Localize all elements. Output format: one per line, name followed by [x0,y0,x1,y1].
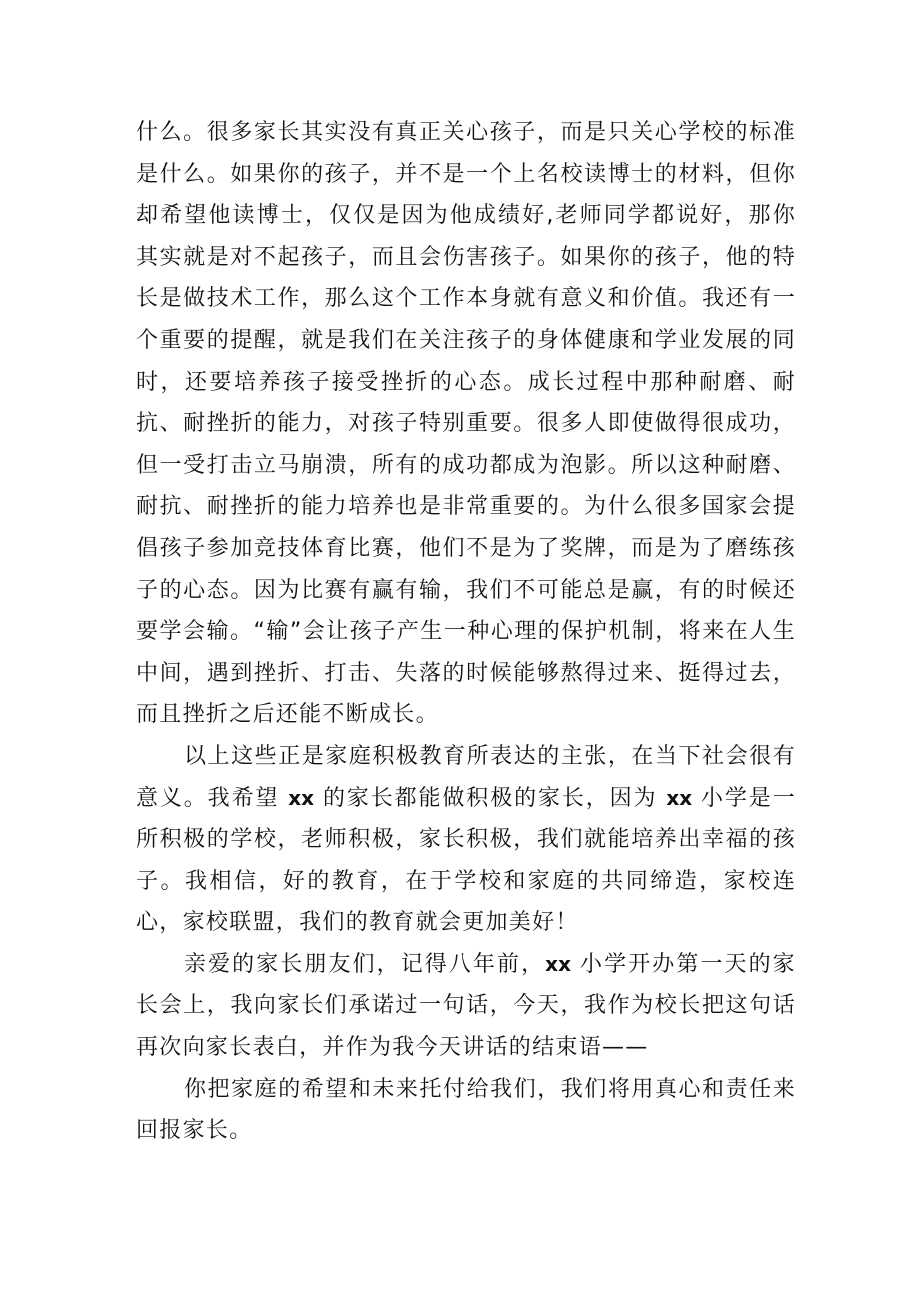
paragraph-text: 亲爱的家长朋友们，记得八年前， [184,951,546,977]
paragraph-text: 小学是一所积极的学校，老师积极，家长积极，我们就能培养出幸福的孩子。我相信，好的教育，在于学校和家庭的共同缔造，家校连心，家校联盟，我们的教育就会更加美好！ [136,785,797,936]
school-name-placeholder: xx [545,951,571,976]
paragraph-text: 你把家庭的希望和未来托付给我们，我们将用真心和责任来回报家长。 [136,1076,796,1144]
paragraph-text: 小学开办第一天的家长会上，我向家长们承诺过一句话，今天，我作为校长把这句话再次向家长表白，并作为我今天讲话的结束语—— [136,951,796,1061]
school-name-placeholder: xx [288,785,315,810]
paragraph-text: 什么。很多家长其实没有真正关心孩子，而是只关心学校的标准是什么。如果你的孩子，并不是一个上名校读博士的材料，但你却希望他读博士，仅仅是因为他成绩好,老师同学都说好，那你其实就是对不起孩子，而且会伤害孩子。如果你的孩子，他的特长是做技术工作，那么这个工作本身就有意义和价值。我还有一个重要的提醒，就是我们在关注孩子的身体健康和学业发展的同时，还要培养孩子接受挫折的心态。成长过程中那种耐磨、耐抗、耐挫折的能力，对孩子特别重要。很多人即使做得很成功，但一受打击立马崩溃，所有的成功都成为泡影。所以这种耐磨、耐抗、耐挫折的能力培养也是非常重要的。为什么很多国家会提倡孩子参加竞技体育比赛，他们不是为了奖牌，而是为了磨练孩子的心态。因为比赛有赢有输，我们不可能总是赢，有的时候还要学会输。“输”会让孩子产生一种心理的保护机制，将来在人生中间，遇到挫折、打击、失落的时候能够熬得过来、挺得过去，而且挫折之后还能不断成长。 [136,120,796,728]
paragraph [136,944,796,1069]
school-name-placeholder: xx [666,785,693,810]
paragraph [136,736,796,944]
document-body [136,112,796,1152]
paragraph [136,1069,796,1152]
paragraph [136,112,796,736]
paragraph-text: 的家长都能做积极的家长，因为 [314,785,667,811]
paragraph-text: 以上这些正是家庭积极教育所表达的主张，在当下社会很有意义。我希望 [136,743,796,811]
